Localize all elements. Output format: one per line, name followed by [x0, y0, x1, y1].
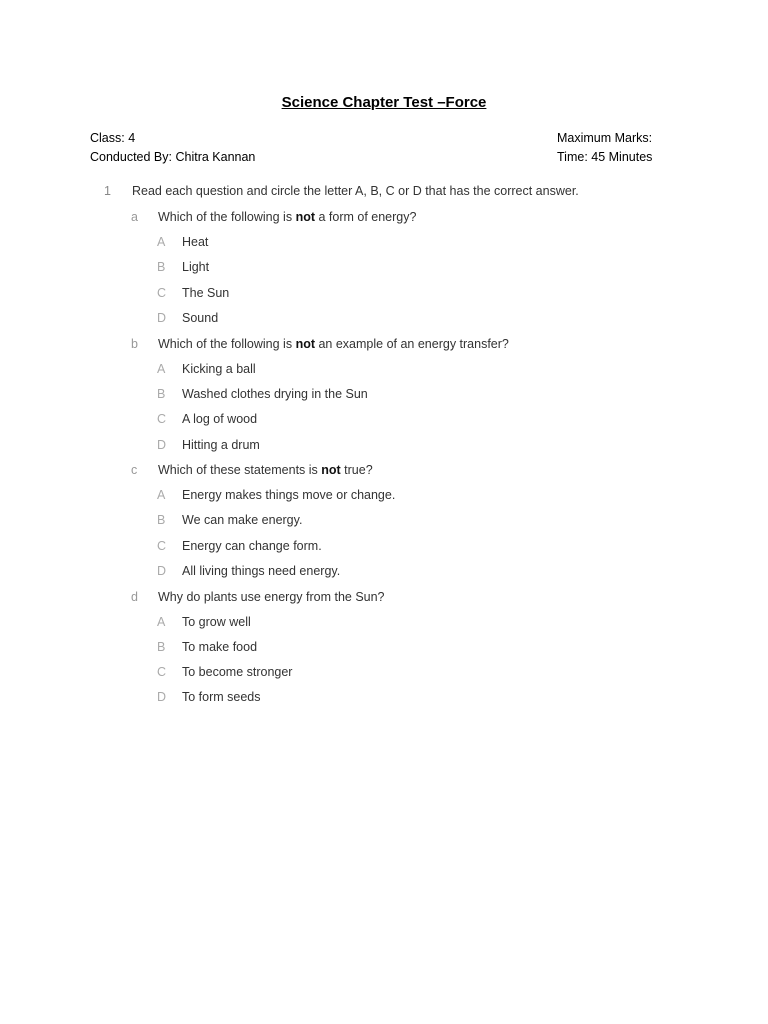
option-b-b[interactable] — [157, 387, 368, 401]
option-c-d[interactable] — [157, 564, 340, 578]
option-text: To grow well — [182, 615, 251, 629]
option-letter: B — [157, 640, 166, 654]
question-letter: d — [131, 590, 138, 604]
option-d-d[interactable] — [157, 690, 261, 704]
option-text: A log of wood — [182, 412, 258, 426]
question-text-post: an example of an energy transfer? — [315, 337, 509, 351]
option-letter: B — [157, 513, 166, 527]
question-text-pre: Which of the following is — [158, 210, 296, 224]
question-text-emphasis: not — [321, 463, 341, 477]
option-b-c[interactable] — [157, 412, 257, 426]
question-text-pre: Which of these statements is — [158, 463, 322, 477]
option-a-d[interactable] — [157, 311, 218, 325]
question-text-pre: Which of the following is — [158, 337, 296, 351]
instruction-text: Read each question and circle the letter A, B, C or D that has the correct answer. — [132, 184, 579, 198]
option-text: Sound — [182, 311, 219, 325]
option-text: Energy can change form. — [182, 539, 322, 553]
option-b-d[interactable] — [157, 438, 260, 452]
option-d-b[interactable] — [157, 640, 257, 654]
option-letter: D — [157, 311, 167, 325]
conducted-by-label: Conducted By: Chitra Kannan — [90, 150, 256, 164]
option-a-c[interactable] — [157, 286, 229, 300]
question-d — [131, 590, 385, 604]
option-letter: A — [157, 235, 166, 249]
option-letter: A — [157, 362, 166, 376]
option-c-a[interactable] — [157, 488, 395, 502]
option-letter: B — [157, 260, 166, 274]
option-text: Hitting a drum — [182, 438, 260, 452]
question-letter: a — [131, 210, 138, 224]
option-letter: B — [157, 387, 166, 401]
question-text-pre: Why do plants use energy from the Sun? — [158, 590, 385, 604]
question-text-post: true? — [340, 463, 373, 477]
option-c-b[interactable] — [157, 513, 302, 527]
option-text: To make food — [182, 640, 258, 654]
question-letter: c — [131, 463, 138, 477]
option-letter: A — [157, 615, 166, 629]
option-c-c[interactable] — [157, 539, 322, 553]
option-a-b[interactable] — [157, 260, 209, 274]
instruction-number: 1 — [104, 184, 111, 198]
option-text: Heat — [182, 235, 209, 249]
option-letter: C — [157, 539, 167, 553]
option-text: Energy makes things move or change. — [182, 488, 396, 502]
test-info-left — [90, 129, 255, 167]
question-a — [131, 210, 416, 224]
time-label: Time: 45 Minutes — [557, 150, 653, 164]
option-text: Kicking a ball — [182, 362, 256, 376]
option-text: We can make energy. — [182, 513, 303, 527]
question-letter: b — [131, 337, 138, 351]
option-text: Light — [182, 260, 210, 274]
instruction — [104, 184, 579, 198]
question-b — [131, 337, 509, 351]
test-info-right — [557, 129, 652, 167]
option-letter: D — [157, 438, 167, 452]
option-text: Washed clothes drying in the Sun — [182, 387, 368, 401]
option-letter: C — [157, 412, 167, 426]
class-label: Class: 4 — [90, 131, 136, 145]
page-title: Science Chapter Test –Force — [281, 94, 487, 111]
option-letter: C — [157, 286, 167, 300]
option-text: To form seeds — [182, 690, 261, 704]
option-letter: D — [157, 690, 167, 704]
option-letter: A — [157, 488, 166, 502]
option-letter: D — [157, 564, 167, 578]
option-text: To become stronger — [182, 665, 293, 679]
max-marks-label: Maximum Marks: — [557, 131, 653, 145]
option-a-a[interactable] — [157, 235, 208, 249]
option-letter: C — [157, 665, 167, 679]
option-text: The Sun — [182, 286, 230, 300]
option-text: All living things need energy. — [182, 564, 341, 578]
question-c — [131, 463, 373, 477]
option-b-a[interactable] — [157, 362, 256, 376]
question-text-emphasis: not — [295, 210, 315, 224]
question-text-emphasis: not — [295, 337, 315, 351]
question-text-post: a form of energy? — [315, 210, 417, 224]
option-d-c[interactable] — [157, 665, 292, 679]
option-d-a[interactable] — [157, 615, 251, 629]
